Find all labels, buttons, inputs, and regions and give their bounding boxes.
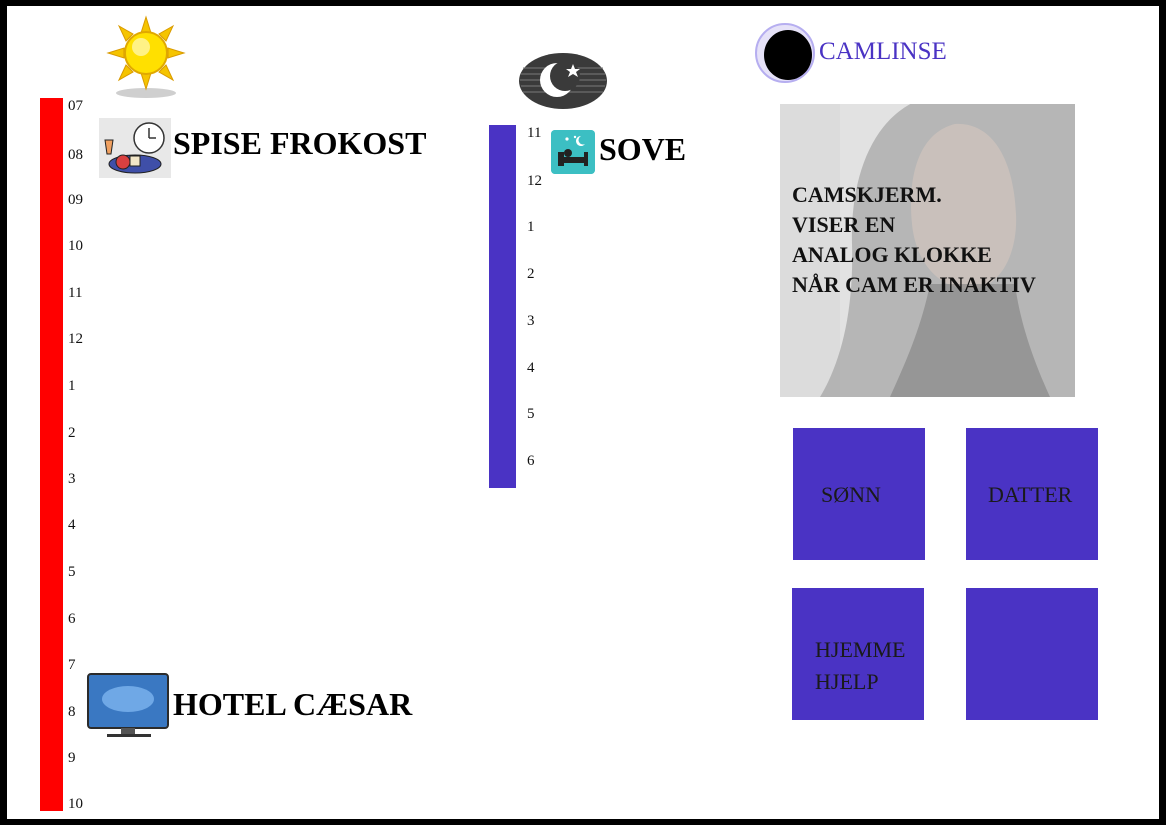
night-hour-label: 2 (527, 266, 535, 282)
contact-daughter-button[interactable] (966, 428, 1098, 560)
day-timeline-bar (40, 98, 63, 811)
day-hour-label: 2 (68, 425, 76, 441)
camera-screen[interactable] (780, 104, 1075, 397)
contact-button-label-line: HJELP (815, 669, 879, 694)
day-hour-label: 10 (68, 238, 83, 254)
night-hour-label: 11 (527, 125, 542, 141)
day-hour-label: 7 (68, 657, 76, 673)
camera-screen-line: ANALOG KLOKKE (792, 242, 992, 267)
contact-home-help-button[interactable] (792, 588, 924, 720)
camera-screen-line: VISER EN (792, 212, 896, 237)
night-hour-label: 3 (527, 313, 535, 329)
meal-clock-icon (99, 118, 171, 178)
activity-label: HOTEL CÆSAR (173, 686, 413, 722)
night-hour-label: 4 (527, 360, 535, 376)
day-hour-label: 1 (68, 378, 76, 394)
day-hour-label: 11 (68, 285, 83, 301)
contact-son-button[interactable] (793, 428, 925, 560)
camera-screen-text (792, 180, 1036, 300)
activity-label: SOVE (599, 131, 687, 167)
day-hour-label: 4 (68, 517, 76, 533)
contact-button-label-line: HJEMME (815, 637, 906, 662)
moon-icon (517, 50, 609, 112)
contact-button-label: DATTER (988, 482, 1073, 507)
sun-icon (106, 15, 186, 100)
day-hour-label: 12 (68, 331, 83, 347)
camera-screen-line: NÅR CAM ER INAKTIV (792, 272, 1036, 297)
camera-lens-icon (755, 23, 815, 83)
night-timeline-bar (489, 125, 516, 488)
day-hour-label: 6 (68, 611, 76, 627)
day-hour-label: 9 (68, 750, 76, 766)
camera-lens-label: CAMLINSE (819, 38, 947, 65)
bed-icon (551, 130, 595, 174)
contact-button-label: SØNN (821, 482, 881, 507)
camera-screen-line: CAMSKJERM. (792, 182, 942, 207)
app-frame (7, 6, 1159, 819)
night-hour-label: 1 (527, 219, 535, 235)
activity-label: SPISE FROKOST (173, 125, 427, 161)
day-hour-label: 10 (68, 796, 83, 812)
night-hour-label: 5 (527, 406, 535, 422)
night-hour-label: 12 (527, 173, 542, 189)
day-hour-label: 08 (68, 147, 83, 163)
contact-button-label (815, 634, 905, 698)
night-hour-label: 6 (527, 453, 535, 469)
day-hour-label: 09 (68, 192, 83, 208)
day-hour-label: 5 (68, 564, 76, 580)
day-hour-label: 8 (68, 704, 76, 720)
contact-empty-button[interactable] (966, 588, 1098, 720)
day-hour-label: 07 (68, 98, 83, 114)
television-icon (87, 672, 171, 742)
day-hour-label: 3 (68, 471, 76, 487)
